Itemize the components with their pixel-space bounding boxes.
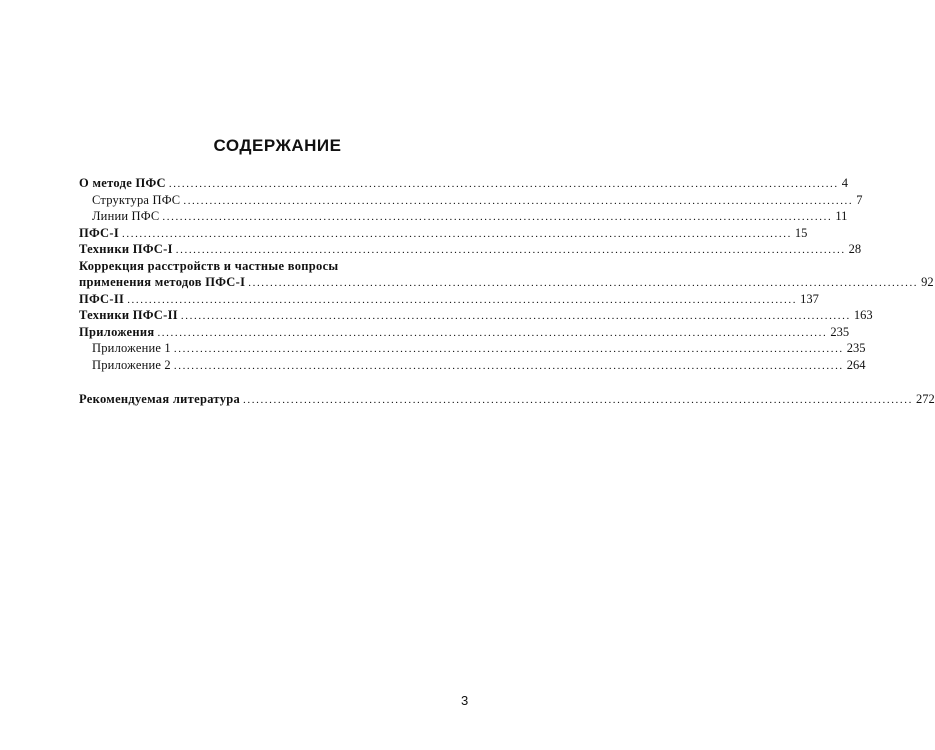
dot-leader: ..........................................................................................................................................................	[173, 343, 844, 355]
toc-entry-page: 7	[856, 192, 863, 207]
page-title: СОДЕРЖАНИЕ	[213, 136, 342, 155]
toc-entry-page: 11	[835, 209, 848, 223]
toc-entry-page: 28	[848, 242, 862, 256]
table-of-contents	[79, 175, 935, 408]
toc-entry-label: Техники ПФС-I	[79, 242, 173, 256]
toc-entry-page: 15	[794, 225, 808, 240]
toc-entry-lines[interactable]	[79, 208, 848, 225]
dot-leader: ..........................................................................................................................................................	[248, 277, 919, 289]
section-spacer	[79, 373, 471, 391]
toc-entry-page: 137	[800, 291, 819, 306]
toc-entry-techniques-1[interactable]	[79, 241, 862, 258]
toc-entry-page: 92	[921, 275, 934, 289]
dot-leader: ..........................................................................................................................................................	[180, 310, 851, 322]
toc-entry-label: Линии ПФС	[92, 209, 160, 223]
toc-entry-label: Рекомендуемая литература	[79, 392, 241, 406]
toc-entry-label: О методе ПФС	[79, 176, 166, 190]
toc-entry-correction[interactable]	[79, 258, 934, 291]
toc-entry-page: 4	[841, 176, 849, 190]
dot-leader: ..........................................................................................................................................................	[173, 359, 844, 372]
toc-entry-appendix-1[interactable]	[79, 340, 866, 357]
toc-entry-techniques-2[interactable]	[79, 307, 873, 324]
toc-entry-page: 163	[853, 308, 873, 322]
toc-entry-pfs-2[interactable]	[79, 291, 819, 308]
toc-entry-label: Приложение 1	[92, 341, 171, 355]
dot-leader: ..........................................................................................................................................................	[157, 326, 828, 339]
toc-entry-about-method[interactable]	[79, 175, 849, 192]
dot-leader: ..........................................................................................................................................................	[183, 194, 854, 207]
toc-entry-page: 235	[846, 341, 866, 355]
dot-leader: ..........................................................................................................................................................	[162, 211, 833, 223]
toc-entry-label-line1: Коррекция расстройств и частные вопросы	[79, 258, 339, 273]
toc-entry-label: Приложение 2	[92, 357, 171, 372]
toc-entry-label: ПФС-I	[79, 225, 120, 240]
toc-entry-pfs-1[interactable]	[79, 225, 808, 242]
dot-leader: ..........................................................................................................................................................	[127, 293, 798, 306]
dot-leader: ..........................................................................................................................................................	[122, 227, 792, 240]
toc-entry-references[interactable]	[79, 391, 935, 408]
toc-entry-structure[interactable]	[79, 192, 863, 209]
page-number: 3	[461, 693, 469, 708]
toc-entry-label: Структура ПФС	[92, 192, 181, 207]
toc-entry-label: Техники ПФС-II	[79, 308, 178, 322]
toc-entry-label-line2-row	[79, 274, 934, 291]
dot-leader: ..........................................................................................................................................................	[168, 178, 839, 190]
toc-entry-page: 272	[915, 392, 935, 406]
toc-entry-appendix-2[interactable]	[79, 357, 866, 374]
toc-entry-label-line2: применения методов ПФС-I	[79, 275, 246, 289]
dot-leader: ..........................................................................................................................................................	[175, 244, 846, 256]
toc-entry-label: ПФС-II	[79, 291, 125, 306]
toc-entry-appendices[interactable]	[79, 324, 850, 341]
toc-entry-page: 235	[830, 324, 850, 339]
dot-leader: ..........................................................................................................................................................	[243, 394, 913, 406]
toc-entry-page: 264	[846, 357, 866, 372]
toc-entry-label: Приложения	[79, 324, 155, 339]
